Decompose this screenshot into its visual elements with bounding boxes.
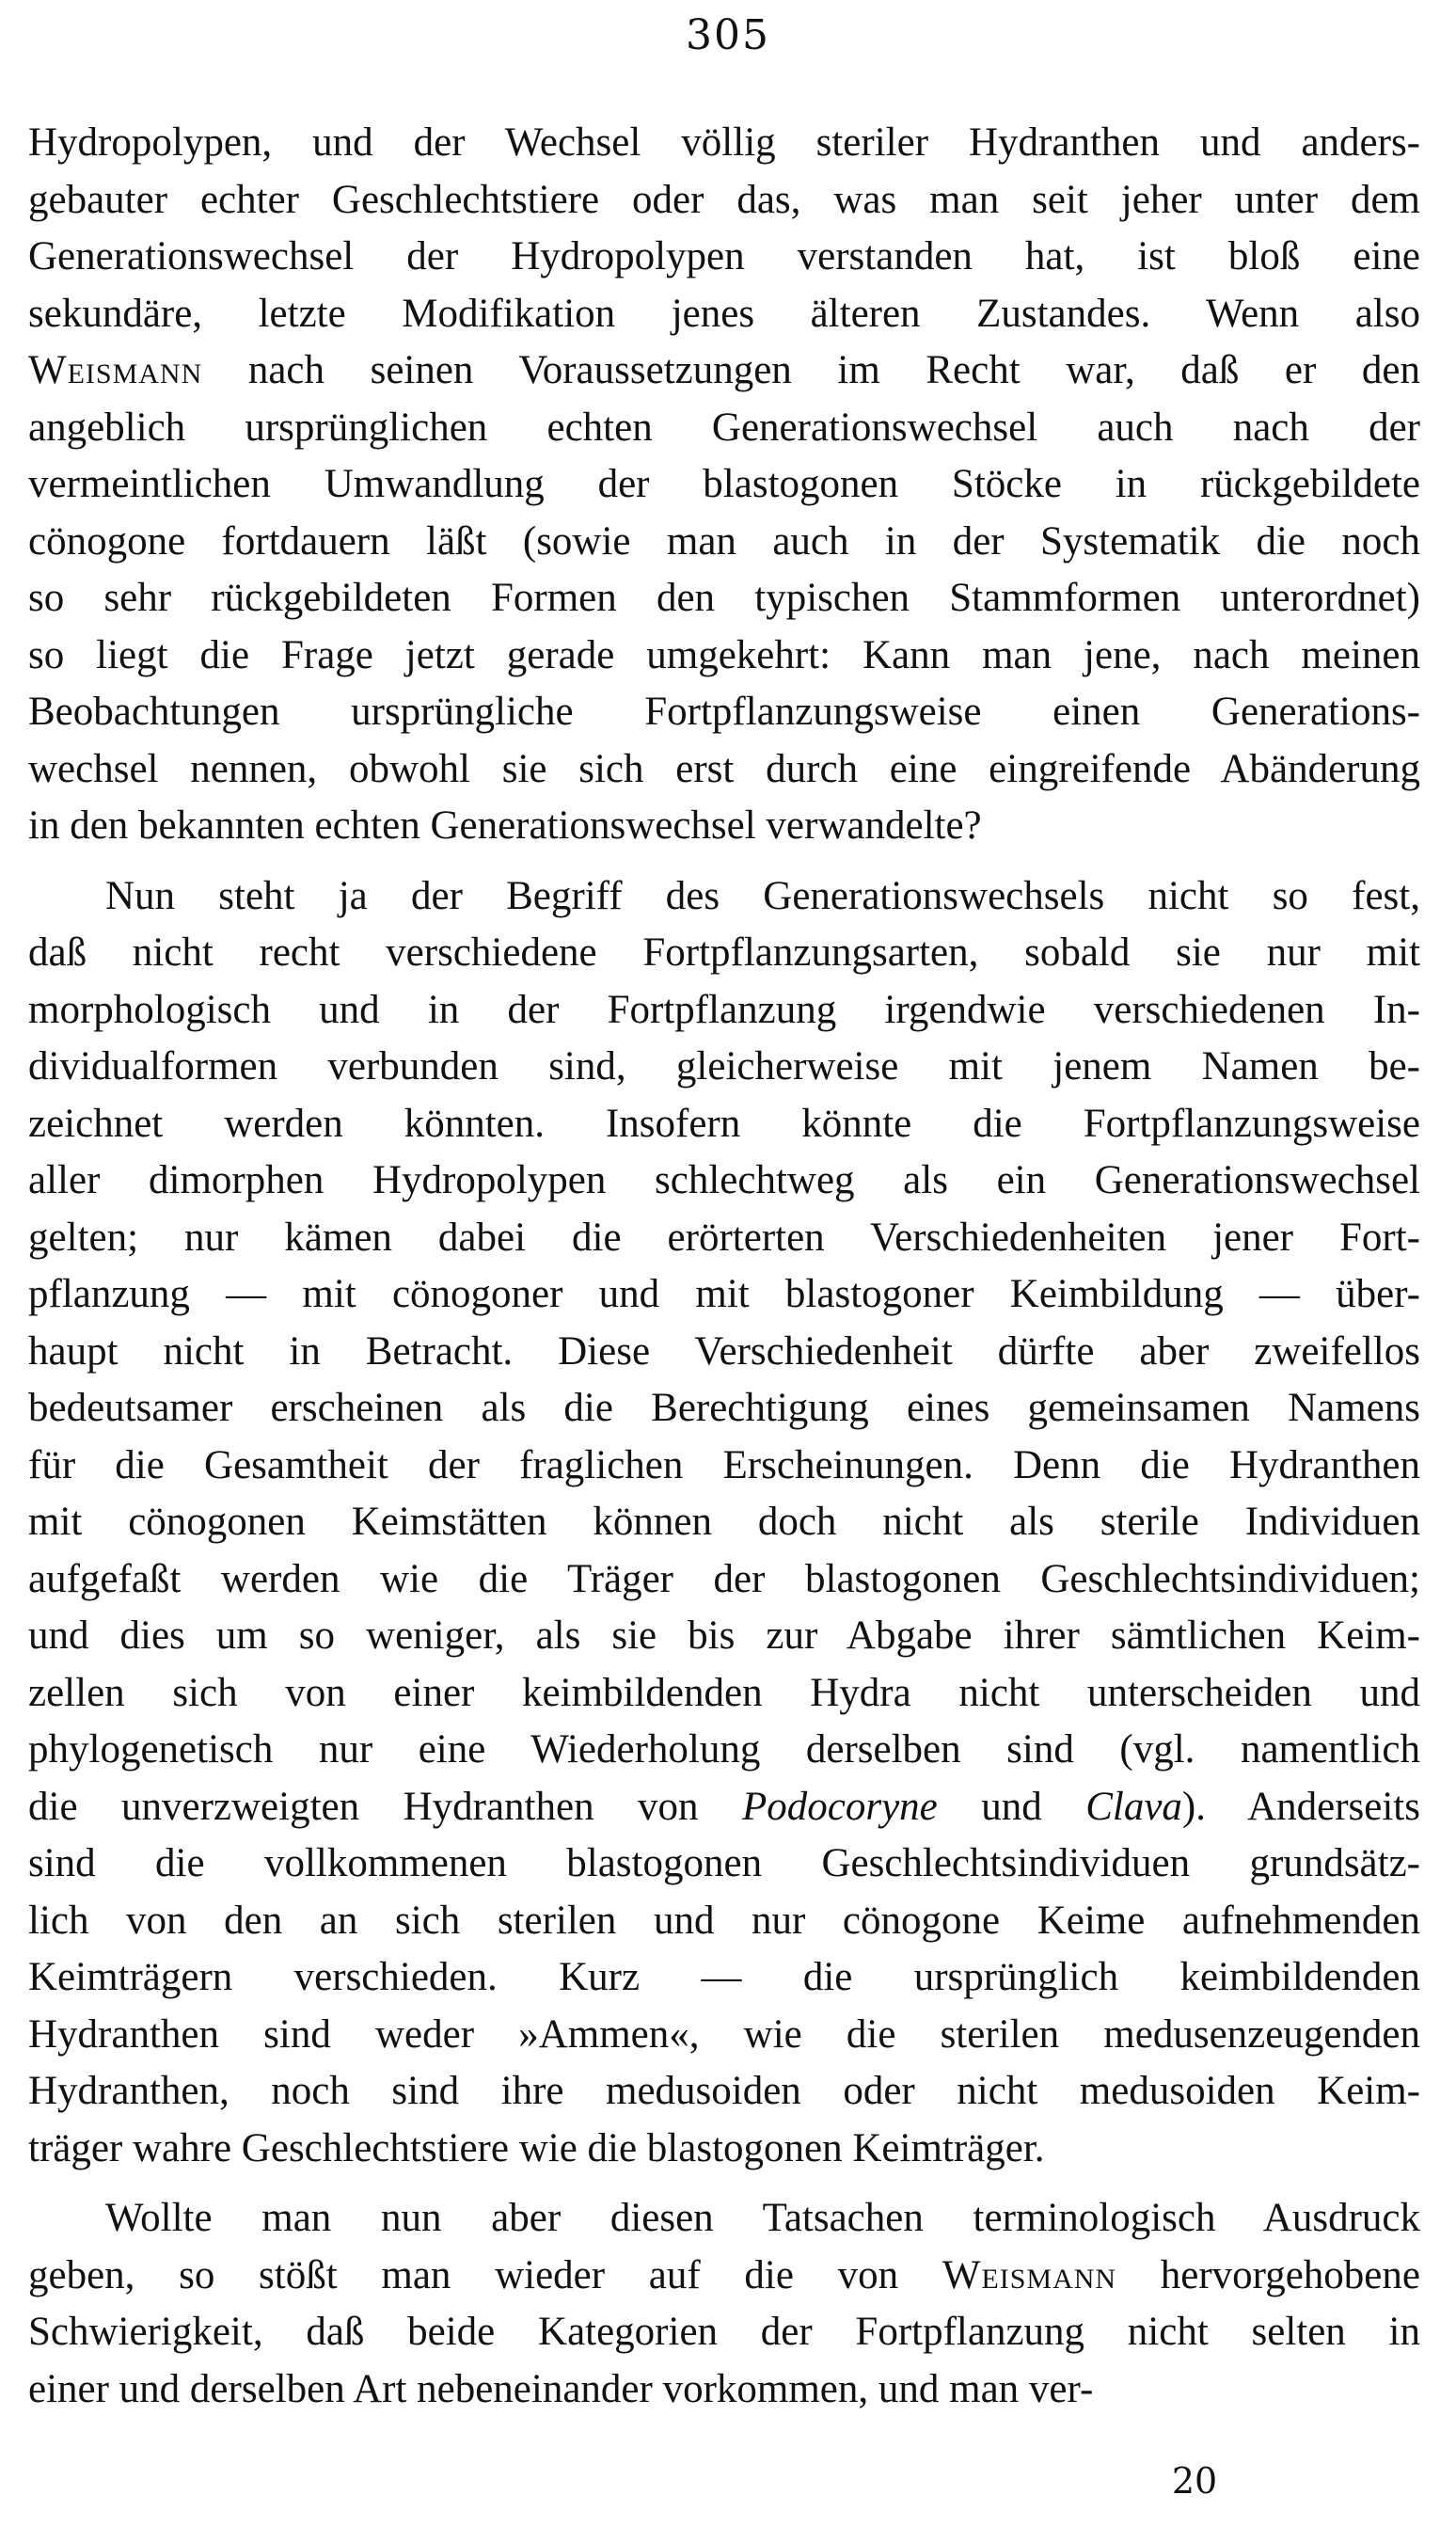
text-line: gebauter echter Geschlechtstiere oder das, was man seit jeher unter dem — [28, 177, 1420, 222]
text-line: sekundäre, letzte Modifikation jenes älteren Zustandes. Wenn also — [28, 291, 1420, 336]
text-line: Weismann nach seinen Voraussetzungen im Recht war, daß er den — [28, 348, 1420, 392]
text-line: Hydranthen sind weder »Ammen«, wie die sterilen medusenzeugenden — [28, 2011, 1420, 2057]
text-line: zellen sich von einer keimbildenden Hydra nicht unterscheiden und — [28, 1670, 1420, 1715]
text-line: Nun steht ja der Begriff des Generationswechsels nicht so fest, — [105, 873, 1420, 918]
text-line: Schwierigkeit, daß beide Kategorien der Fortpflanzung nicht selten in — [28, 2310, 1420, 2354]
text-line: dividualformen verbunden sind, gleicherweise mit jenem Namen be- — [28, 1044, 1420, 1089]
text-line: und dies um so weniger, als sie bis zur Abgabe ihrer sämtlichen Keim- — [28, 1613, 1420, 1658]
text-line: einer und derselben Art nebeneinander vorkommen, und man ver- — [28, 2366, 1094, 2411]
text-line: wechsel nennen, obwohl sie sich erst durch eine eingreifende Abänderung — [28, 746, 1420, 791]
body-text — [28, 115, 1420, 2418]
text-line: pflanzung — mit cönogoner und mit blastogoner Keimbildung — über- — [28, 1272, 1420, 1316]
text-line: die unverzweigten Hydranthen von Podocoryne und Clava). Anderseits — [28, 1784, 1420, 1829]
text-line: in den bekannten echten Generationswechsel verwandelte? — [28, 803, 982, 848]
text-line: Wollte man nun aber diesen Tatsachen terminologisch Ausdruck — [105, 2196, 1420, 2240]
text-line: Keimträgern verschieden. Kurz — die ursprünglich keimbildenden — [28, 1955, 1420, 1999]
text-line: Generationswechsel der Hydropolypen verstanden hat, ist bloß eine — [28, 234, 1420, 278]
text-line: träger wahre Geschlechtstiere wie die blastogonen Keimträger. — [28, 2125, 1045, 2170]
signature-mark: 20 — [1171, 2460, 1218, 2502]
text-line: Hydropolypen, und der Wechsel völlig steriler Hydranthen und anders- — [28, 120, 1420, 165]
text-line: aller dimorphen Hydropolypen schlechtweg als ein Generationswechsel — [28, 1158, 1420, 1202]
text-line: für die Gesamtheit der fraglichen Erscheinungen. Denn die Hydranthen — [28, 1442, 1420, 1487]
text-line: sind die vollkommenen blastogonen Geschlechtsindividuen grundsätz- — [28, 1841, 1420, 1885]
text-line: aufgefaßt werden wie die Träger der blastogonen Geschlechtsindividuen; — [28, 1556, 1420, 1601]
text-line: so sehr rückgebildeten Formen den typischen Stammformen unterordnet) — [28, 576, 1420, 620]
text-line: cönogone fortdauern läßt (sowie man auch in der Systematik die noch — [28, 518, 1420, 564]
text-line: phylogenetisch nur eine Wiederholung derselben sind (vgl. namentlich — [28, 1727, 1420, 1772]
text-line: mit cönogonen Keimstätten können doch nicht als sterile Individuen — [28, 1500, 1420, 1544]
text-line: vermeintlichen Umwandlung der blastogonen Stöcke in rückgebildete — [28, 462, 1420, 506]
text-line: so liegt die Frage jetzt gerade umgekehrt: Kann man jene, nach meinen — [28, 632, 1420, 677]
text-line: haupt nicht in Betracht. Diese Verschiedenheit dürfte aber zweifellos — [28, 1328, 1420, 1374]
text-line: lich von den an sich sterilen und nur cönogone Keime aufnehmenden — [28, 1898, 1420, 1943]
text-line: Beobachtungen ursprüngliche Fortpflanzungsweise einen Generations- — [28, 690, 1420, 734]
paragraph — [28, 2190, 1420, 2418]
paragraph-gap — [28, 2177, 1420, 2190]
text-line: Hydranthen, noch sind ihre medusoiden oder nicht medusoiden Keim- — [28, 2069, 1420, 2113]
text-line: bedeutsamer erscheinen als die Berechtigung eines gemeinsamen Namens — [28, 1386, 1420, 1430]
page-number: 305 — [686, 11, 770, 59]
paragraph — [28, 868, 1420, 2178]
text-line: daß nicht recht verschiedene Fortpflanzungsarten, sobald sie nur mit — [28, 930, 1420, 975]
paragraph-gap — [28, 855, 1420, 868]
paragraph — [28, 115, 1420, 855]
text-line: geben, so stößt man wieder auf die von Weismann hervorgehobene — [28, 2252, 1420, 2297]
text-line: morphologisch und in der Fortpflanzung irgendwie verschiedenen In- — [28, 987, 1420, 1032]
text-line: zeichnet werden könnten. Insofern könnte die Fortpflanzungsweise — [28, 1101, 1420, 1146]
text-line: angeblich ursprünglichen echten Generationswechsel auch nach der — [28, 405, 1420, 450]
text-line: gelten; nur kämen dabei die erörterten Verschiedenheiten jener Fort- — [28, 1215, 1420, 1260]
